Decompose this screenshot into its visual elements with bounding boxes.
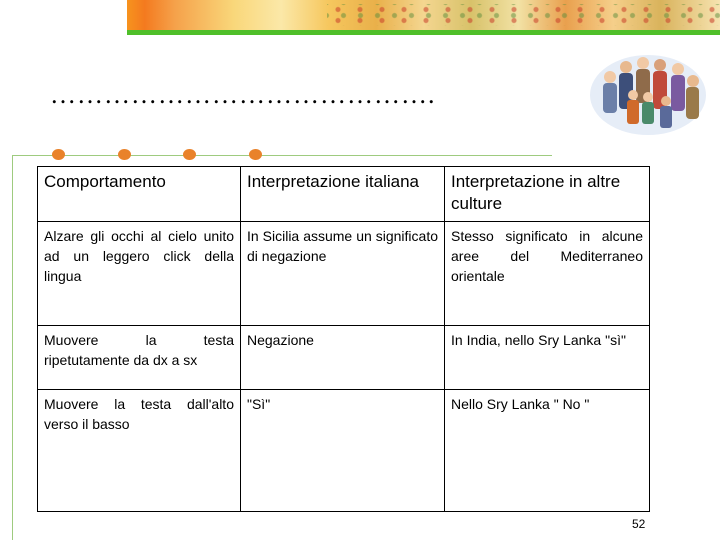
guide-line-vertical [12, 155, 13, 540]
italian-cell: In Sicilia assume un significato di negazione [241, 222, 445, 326]
banner-green-stripe [127, 30, 720, 35]
table-row [38, 222, 650, 326]
header-italian-interpretation: Interpretazione italiana [241, 167, 445, 222]
header-behavior: Comportamento [38, 167, 241, 222]
italian-cell: "Sì" [241, 390, 445, 512]
other-culture-cell: Stesso significato in alcune aree del Mediterraneo orientale [445, 222, 650, 326]
table-row [38, 390, 650, 512]
behavior-cell: Alzare gli occhi al cielo unito ad un leggero click della lingua [38, 222, 241, 326]
table-row [38, 326, 650, 390]
decorative-bullet [249, 149, 262, 160]
italian-cell: Negazione [241, 326, 445, 390]
decorative-bullet [52, 149, 65, 160]
gesture-table [37, 166, 650, 512]
decorative-bullet [183, 149, 196, 160]
page-number: 52 [632, 517, 646, 531]
top-decorative-banner [127, 0, 720, 30]
group-of-people-clipart [588, 45, 713, 140]
banner-pattern [327, 4, 720, 26]
other-culture-cell: In India, nello Sry Lanka "sì" [445, 326, 650, 390]
slide-title: ……………………………………. [50, 80, 436, 109]
decorative-bullet [118, 149, 131, 160]
header-other-cultures: Interpretazione in altre culture [445, 167, 650, 222]
table-header-row [38, 167, 650, 222]
behavior-cell: Muovere la testa dall'alto verso il basso [38, 390, 241, 512]
other-culture-cell: Nello Sry Lanka " No " [445, 390, 650, 512]
guide-line-horizontal [12, 155, 552, 156]
behavior-cell: Muovere la testa ripetutamente da dx a sx [38, 326, 241, 390]
